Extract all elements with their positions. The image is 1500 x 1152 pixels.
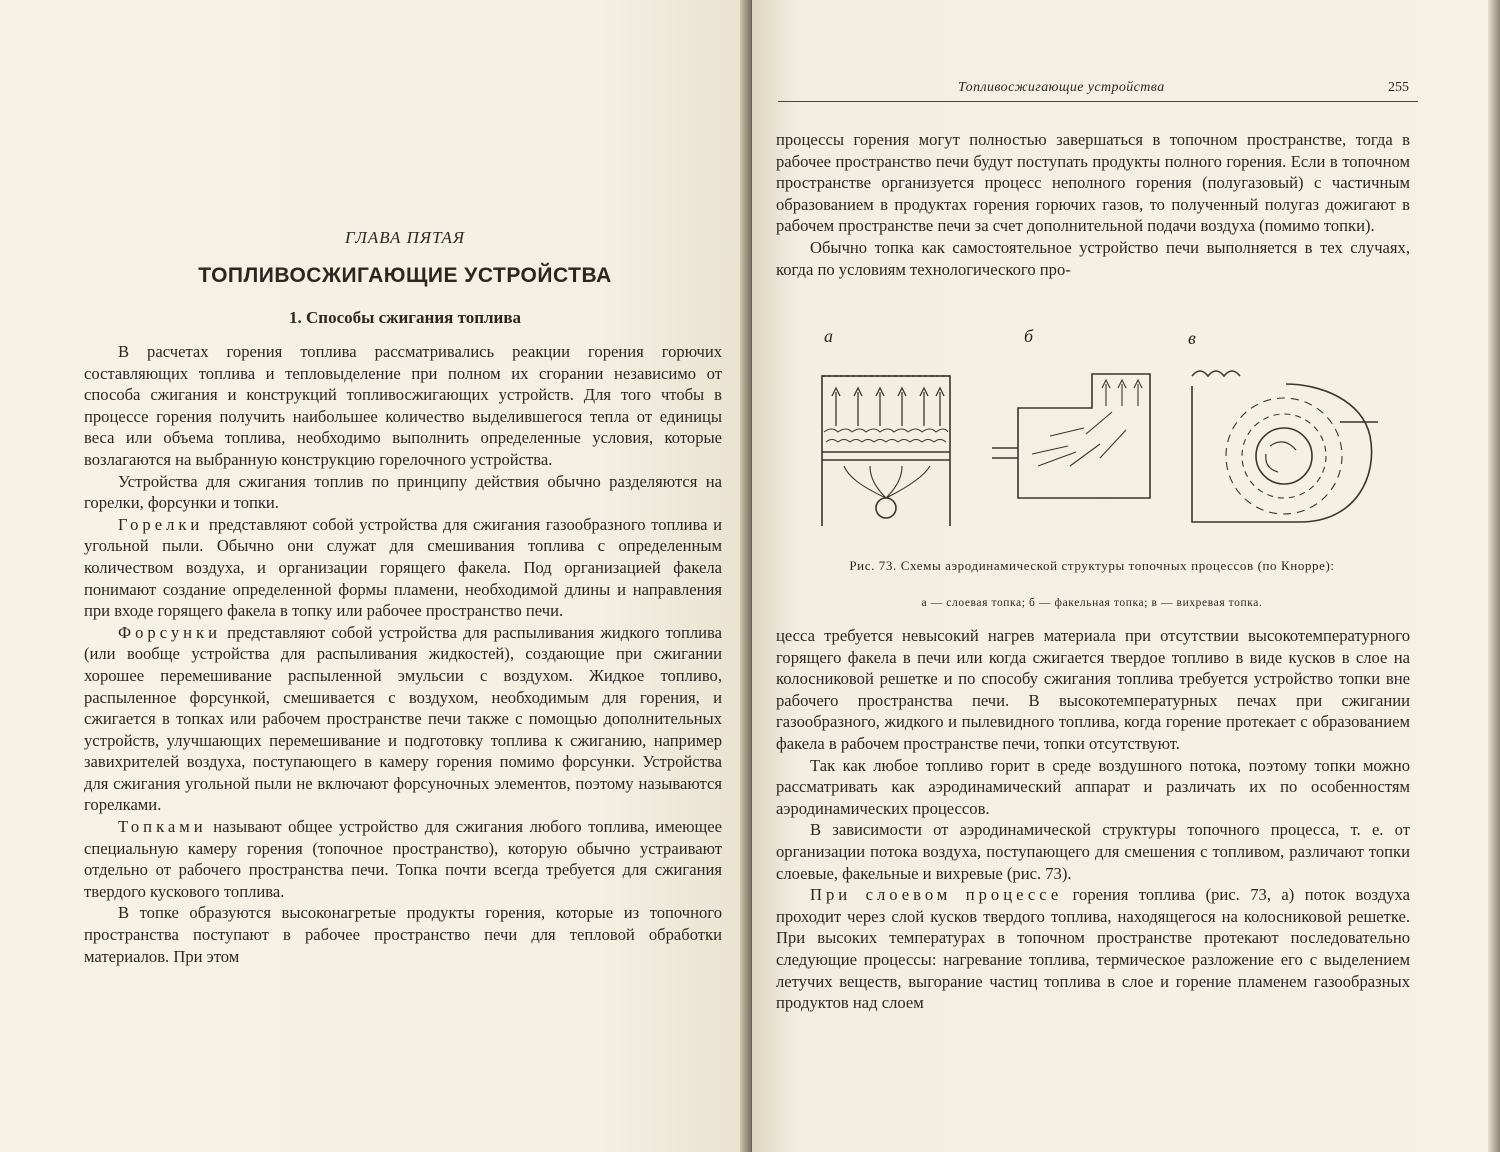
figure-legend: а — слоевая топка; б — факельная топка; в — вихревая топка.: [921, 597, 1263, 609]
paragraph: В топке образуются высоконагретые продукты горения, которые из топочного пространства поступают в рабочее пространство печи для тепловой обработки материалов. При этом: [84, 903, 722, 966]
paragraph: Горелки представляют собой устройства для сжигания газообразного топлива и угольной пыли. Обычно они служат для смешивания топлива с определенным количеством воздуха, и организации горящего факела. Под организацией факела понимают создание определенной формы пламени, необходимой длины и направления при входе горящего факела в топку или рабочее пространство печи.: [84, 514, 722, 621]
paragraph: Так как любое топливо горит в среде воздушного потока, поэтому топки можно рассматривать как аэродинамический аппарат и различать их по особенностям аэродинамических процессов.: [776, 755, 1410, 818]
figure-caption: Рис. 73. Схемы аэродинамической структуры топочных процессов (по Кнорре):: [849, 558, 1335, 573]
paragraph: процессы горения могут полностью завершаться в топочном пространстве, тогда в рабочее пространство печи будут поступать продукты полного горения. Если в топочном пространстве организуется процесс неполного горения (полугазовый) с частичным образованием в продуктах горения горючих газов, то полученный полугаз дожигают в рабочем пространстве печи за счет дополнительной подачи воздуха (помимо топки).: [776, 130, 1410, 236]
paragraph: Устройства для сжигания топлив по принципу действия обычно разделяются на горелки, форсунки и топки.: [84, 471, 722, 513]
paragraph: В зависимости от аэродинамической структуры топочного процесса, т. е. от организации потока воздуха, поступающего для смешения с топливом, различают топки слоевые, факельные и вихревые (рис. 73).: [776, 820, 1410, 883]
paragraph: Обычно топка как самостоятельное устройство печи выполняется в тех случаях, когда по условиям технологического про-: [776, 237, 1410, 279]
grate-furnace-scheme: [822, 376, 950, 526]
paragraph: Топками называют общее устройство для сжигания любого топлива, имеющее специальную камеру горения (топочное пространство), которую обычно устраивают отдельно от рабочего пространства печи. Топка почти всегда требуется для сжигания твердого кускового топлива.: [84, 817, 722, 901]
paragraph: цесса требуется невысокий нагрев материала при отсутствии высокотемпературного горящего факела в печи или когда сжигается твердое топливо в виде кусков в слое на колосниковой решетке и по способу сжигания топлива требуется устройство топки вне рабочего пространства печи. В высокотемпературных печах при сжигании газообразного, жидкого и пылевидного топлива, когда горение протекает с образованием факела в рабочем пространстве печи, топки отсутствуют.: [776, 626, 1410, 753]
term-spaced: Форсунки: [118, 622, 221, 642]
vortex-furnace-scheme: [1192, 371, 1378, 522]
chapter-title: ТОПЛИВОСЖИГАЮЩИЕ УСТРОЙСТВА: [198, 264, 612, 287]
section-title: 1. Способы сжигания топлива: [289, 308, 521, 327]
page-edge: [1488, 0, 1500, 1152]
paragraph: При слоевом процессе горения топлива (рис. 73, а) поток воздуха проходит через слой кусков твердого топлива, находящегося на колосниковой решетке. При высоких температурах в топочном пространстве протекают последовательно следующие процессы: нагревание топлива, термическое разложение его с выделением летучих веществ, выгорание частиц топлива в слое и горение пламенем газообразных продуктов над слоем: [776, 885, 1410, 1013]
term-spaced: Горелки: [118, 514, 204, 534]
figure-label-a: а: [824, 326, 833, 346]
right-body-text-top: [776, 129, 1410, 280]
paragraph: Форсунки представляют собой устройства для распыливания жидкого топлива (или вообще устройства для распыливания жидкостей), создающие при сжигании хорошее перемешивание распыленной эмульсии с воздухом. Жидкое топливо, распыленное форсункой, смешивается с воздухом, необходимым для горения, и сжигается в топках или рабочем пространстве печи также с помощью дополнительных устройств, улучшающих перемешивание и подготовку топлива к сжиганию, например завихрителей воздуха, поступающего в камеру горения помимо форсунки. Устройства для сжигания угольной пыли не включают форсуночных элементов, поэтому называются горелками.: [84, 622, 722, 815]
header-rule: [778, 101, 1418, 102]
furnace-schemes-diagram: [800, 326, 1400, 526]
chapter-heading: ГЛАВА ПЯТАЯ: [344, 228, 466, 247]
term-spaced: При слоевом процессе: [810, 885, 1063, 905]
figure-label-b: б: [1024, 326, 1034, 346]
term-spaced: Топками: [118, 817, 207, 837]
right-body-text-bottom: [776, 625, 1410, 1014]
figure-label-c: в: [1188, 328, 1196, 348]
left-body-text: [84, 341, 722, 967]
page-number: 255: [1388, 80, 1409, 95]
paragraph: В расчетах горения топлива рассматривались реакции горения горючих составляющих топлива и тепловыделение при полном их сгорании независимо от способа сжигания и конструкций топливосжигающих устройств. Для того чтобы в процессе горения получить наибольшее количество выделившегося тепла от единицы веса или объема топлива, необходимо выполнить определенные условия, которые возлагаются на выбранную конструкцию горелочного устройства.: [84, 342, 722, 469]
running-head: Топливосжигающие устройства: [958, 80, 1165, 95]
figure-73: [800, 326, 1400, 526]
flame-furnace-scheme: [992, 374, 1150, 498]
